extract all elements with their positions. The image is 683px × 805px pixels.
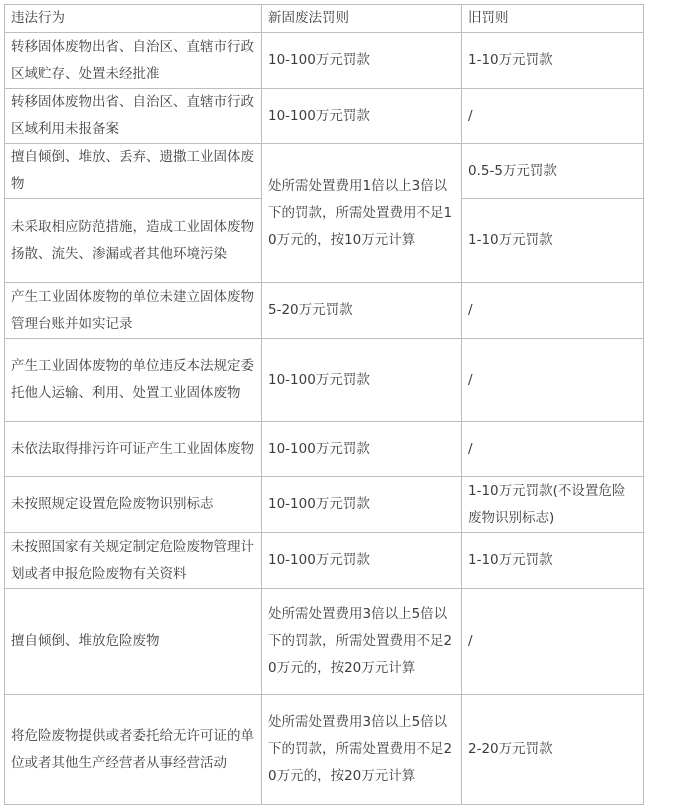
table-row — [5, 33, 644, 89]
table-row — [5, 283, 644, 339]
old-penalty-cell: 0.5-5万元罚款 — [462, 144, 644, 199]
table-row — [5, 89, 644, 144]
violation-cell: 将危险废物提供或者委托给无许可证的单位或者其他生产经营者从事经营活动 — [5, 695, 262, 805]
old-penalty-cell: 1-10万元罚款(不设置危险废物识别标志) — [462, 477, 644, 533]
violation-cell: 未按照国家有关规定制定危险废物管理计划或者申报危险废物有关资料 — [5, 533, 262, 589]
old-penalty-cell: 1-10万元罚款 — [462, 199, 644, 283]
new-penalty-cell: 10-100万元罚款 — [262, 422, 462, 477]
table-row — [5, 422, 644, 477]
old-penalty-cell: 1-10万元罚款 — [462, 33, 644, 89]
table-row — [5, 477, 644, 533]
violation-cell: 转移固体废物出省、自治区、直辖市行政区域利用未报备案 — [5, 89, 262, 144]
old-penalty-cell: / — [462, 422, 644, 477]
new-penalty-cell-merged: 处所需处置费用1倍以上3倍以下的罚款，所需处置费用不足10万元的，按10万元计算 — [262, 144, 462, 283]
new-penalty-cell: 10-100万元罚款 — [262, 89, 462, 144]
table-row — [5, 144, 644, 199]
new-penalty-cell: 处所需处置费用3倍以上5倍以下的罚款，所需处置费用不足20万元的，按20万元计算 — [262, 589, 462, 695]
old-penalty-cell: 1-10万元罚款 — [462, 533, 644, 589]
violation-cell: 擅自倾倒、堆放危险废物 — [5, 589, 262, 695]
table-row — [5, 589, 644, 695]
old-penalty-cell: / — [462, 283, 644, 339]
old-penalty-cell: 2-20万元罚款 — [462, 695, 644, 805]
violation-cell: 转移固体废物出省、自治区、直辖市行政区域贮存、处置未经批准 — [5, 33, 262, 89]
new-penalty-cell: 10-100万元罚款 — [262, 339, 462, 422]
old-penalty-cell: / — [462, 589, 644, 695]
old-penalty-cell: / — [462, 339, 644, 422]
violation-cell: 未采取相应防范措施，造成工业固体废物扬散、流失、渗漏或者其他环境污染 — [5, 199, 262, 283]
new-penalty-cell: 10-100万元罚款 — [262, 477, 462, 533]
violation-cell: 擅自倾倒、堆放、丢弃、遗撒工业固体废物 — [5, 144, 262, 199]
header-old-penalty: 旧罚则 — [462, 5, 644, 33]
new-penalty-cell: 5-20万元罚款 — [262, 283, 462, 339]
old-penalty-cell: / — [462, 89, 644, 144]
header-new-penalty: 新固废法罚则 — [262, 5, 462, 33]
violation-cell: 未按照规定设置危险废物识别标志 — [5, 477, 262, 533]
violation-cell: 产生工业固体废物的单位违反本法规定委托他人运输、利用、处置工业固体废物 — [5, 339, 262, 422]
table-row — [5, 339, 644, 422]
new-penalty-cell: 10-100万元罚款 — [262, 33, 462, 89]
new-penalty-cell: 10-100万元罚款 — [262, 533, 462, 589]
violation-cell: 未依法取得排污许可证产生工业固体废物 — [5, 422, 262, 477]
header-violation: 违法行为 — [5, 5, 262, 33]
table-row — [5, 533, 644, 589]
table-row — [5, 695, 644, 805]
new-penalty-cell: 处所需处置费用3倍以上5倍以下的罚款，所需处置费用不足20万元的，按20万元计算 — [262, 695, 462, 805]
table-header-row — [5, 5, 644, 33]
violation-cell: 产生工业固体废物的单位未建立固体废物管理台账并如实记录 — [5, 283, 262, 339]
penalty-comparison-table — [4, 4, 644, 805]
